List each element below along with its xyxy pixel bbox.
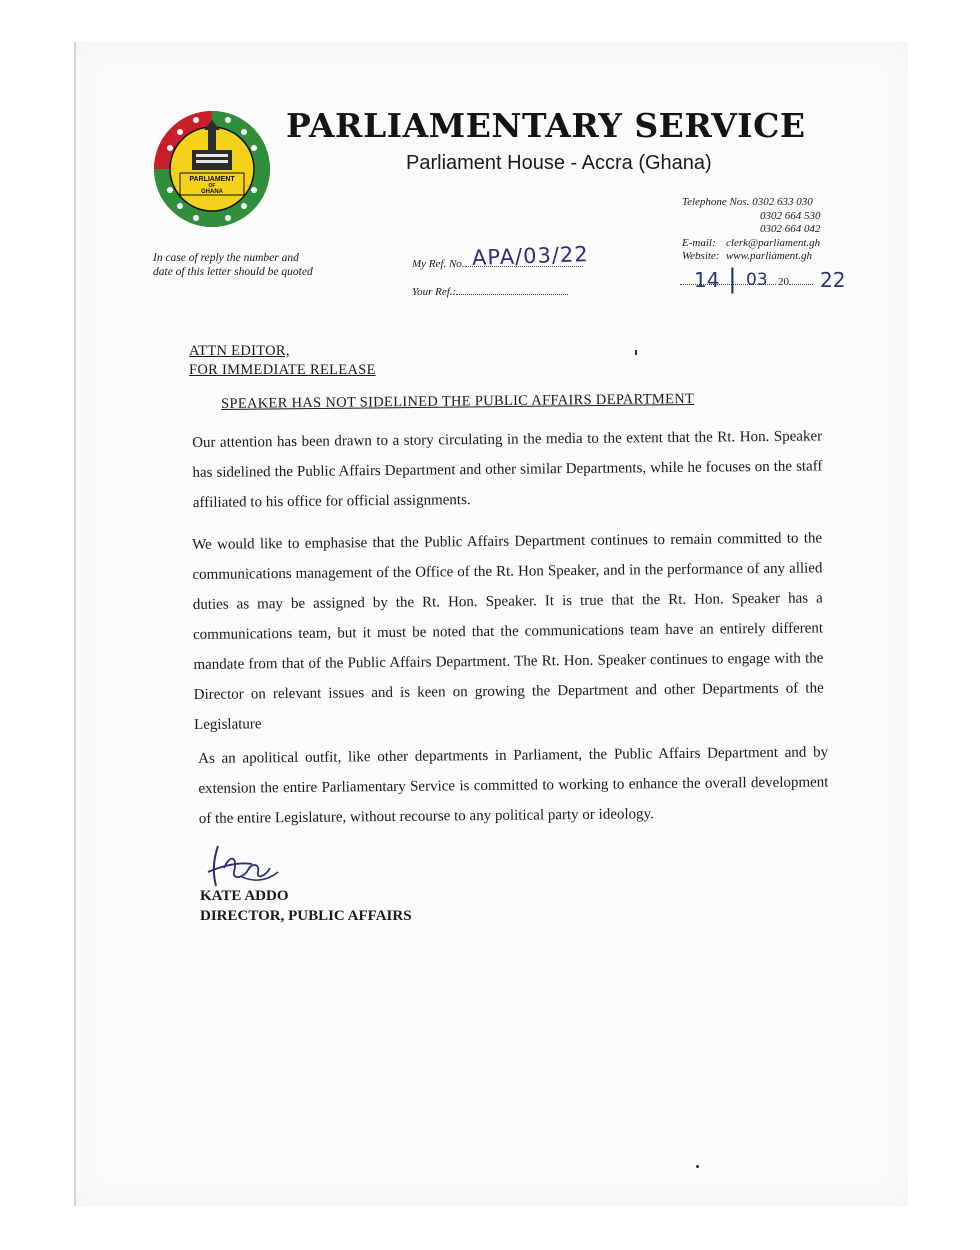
- organization-name: PARLIAMENTARY SERVICE: [286, 106, 806, 145]
- website-address: www.parliament.gh: [726, 250, 812, 262]
- telephone-row: [682, 223, 821, 237]
- signatory-title: DIRECTOR, PUBLIC AFFAIRS: [200, 908, 412, 924]
- telephone-number-1: 0302 633 030: [752, 196, 813, 208]
- body-paragraph-3: As an apolitical outfit, like other departments in Parliament, the Public Affairs Department and by extension the entire Parliamentary Service is committed to working to enhance the overall development of the entire Legislature, without recourse to any political party or ideology.: [198, 744, 829, 827]
- telephone-row: [682, 210, 821, 224]
- date-year-suffix: 22: [820, 268, 846, 292]
- crest-text-line2: OF: [208, 183, 216, 189]
- your-ref-line: [412, 284, 568, 298]
- email-label: E-mail:: [682, 236, 716, 249]
- my-ref-label: My Ref. No.: [412, 258, 465, 270]
- signatory-name: KATE ADDO: [200, 888, 289, 904]
- handwritten-signature: [204, 842, 282, 890]
- telephone-label: Telephone Nos.: [682, 196, 750, 208]
- attention-block: [189, 342, 376, 380]
- date-year-prefix: 20: [778, 276, 789, 288]
- telephone-row: [682, 196, 821, 210]
- contact-details: [682, 196, 821, 264]
- stray-mark: [696, 1165, 699, 1168]
- body-paragraph-2: We would like to emphasise that the Public Affairs Department continues to remain committed to the communications management of the Office of the Rt. Hon Speaker, and in the performance of any allied duties as may be assigned by the Rt. Hon. Speaker. It is true that the Rt. Hon. Speaker has a communications team, but it must be noted that the communications team have an entirely different mandate from that of the Public Affairs Department. The Rt. Hon. Speaker continues to engage with the Director on relevant issues and is keen on growing the Department and other Departments of the Legislature: [192, 530, 824, 733]
- letter-headline: SPEAKER HAS NOT SIDELINED THE PUBLIC AFFAIRS DEPARTMENT: [221, 391, 695, 412]
- website-label: Website:: [682, 250, 720, 262]
- signatory-block: [200, 886, 412, 926]
- parliament-crest-logo: [152, 108, 272, 230]
- date-day: 14: [694, 268, 720, 292]
- scanned-document: PARLIAMENT OF GHANA PARLIAMENTARY SERVICE Parliament House - Accra (Ghana) In case of reply the number and date of this letter should be quoted Telephone Nos. 0302 633 030 0302 664 530 0302 664 042 E-mail: clerk@parliament.gh Website: www.parliament.gh My Ref. No. APA/03/22 Your Ref.: 20 14 | 03 22 ATTN EDITOR, FOR IMMEDIATE RELEASE SPEAKER HAS NOT SIDELINED THE PUBLIC AFFAIRS DEPARTMENT Our attention has been drawn to a story circulating in the media to the extent that the Rt. Hon. Speaker has sidelined the Public Affairs Department and other similar Departments, while he focuses on the staff affiliated to his office for official assignments. We would like to emphasise that the Public Affairs Department continues to remain committed to the communications management of the Office of the Rt. Hon Speaker, and in the performance of any allied duties as may be assigned by the Rt. Hon. Speaker. It is true that the Rt. Hon. Speaker has a communications team, but it must be noted that the communications team have an entirely different mandate from that of the Public Affairs Department. The Rt. Hon. Speaker continues to engage with the Director on relevant issues and is keen on growing the Department and other Departments of the Legislature As an apolitical outfit, like other departments in Parliament, the Public Affairs Department and by extension the entire Parliamentary Service is committed to working to enhance the overall development of the entire Legislature, without recourse to any political party or ideology. KATE ADDO DIRECTOR, PUBLIC AFFAIRS: [0, 0, 980, 1250]
- attention-line: ATTN EDITOR,: [189, 343, 290, 359]
- crest-text-line3: GHANA: [201, 189, 223, 195]
- stray-mark: [635, 350, 637, 355]
- telephone-number-3: 0302 664 042: [760, 223, 821, 235]
- my-ref-handwritten: APA/03/22: [471, 241, 590, 271]
- your-ref-label: Your Ref.:: [412, 286, 457, 298]
- telephone-number-2: 0302 664 530: [760, 209, 821, 222]
- organization-address: Parliament House - Accra (Ghana): [406, 152, 712, 174]
- website-row: [682, 250, 821, 264]
- crest-text-line1: PARLIAMENT: [189, 176, 235, 183]
- email-address: clerk@parliament.gh: [726, 236, 821, 249]
- date-month: 03: [746, 270, 768, 290]
- body-paragraph-1: Our attention has been drawn to a story circulating in the media to the extent that the Rt. Hon. Speaker has sidelined the Public Affairs Department and other similar Departments, while he focuses on the staff affiliated to his office for official assignments.: [192, 428, 823, 511]
- reply-instruction-note: In case of reply the number and date of this letter should be quoted: [153, 252, 313, 278]
- release-line: FOR IMMEDIATE RELEASE: [189, 362, 376, 378]
- email-row: [682, 237, 821, 251]
